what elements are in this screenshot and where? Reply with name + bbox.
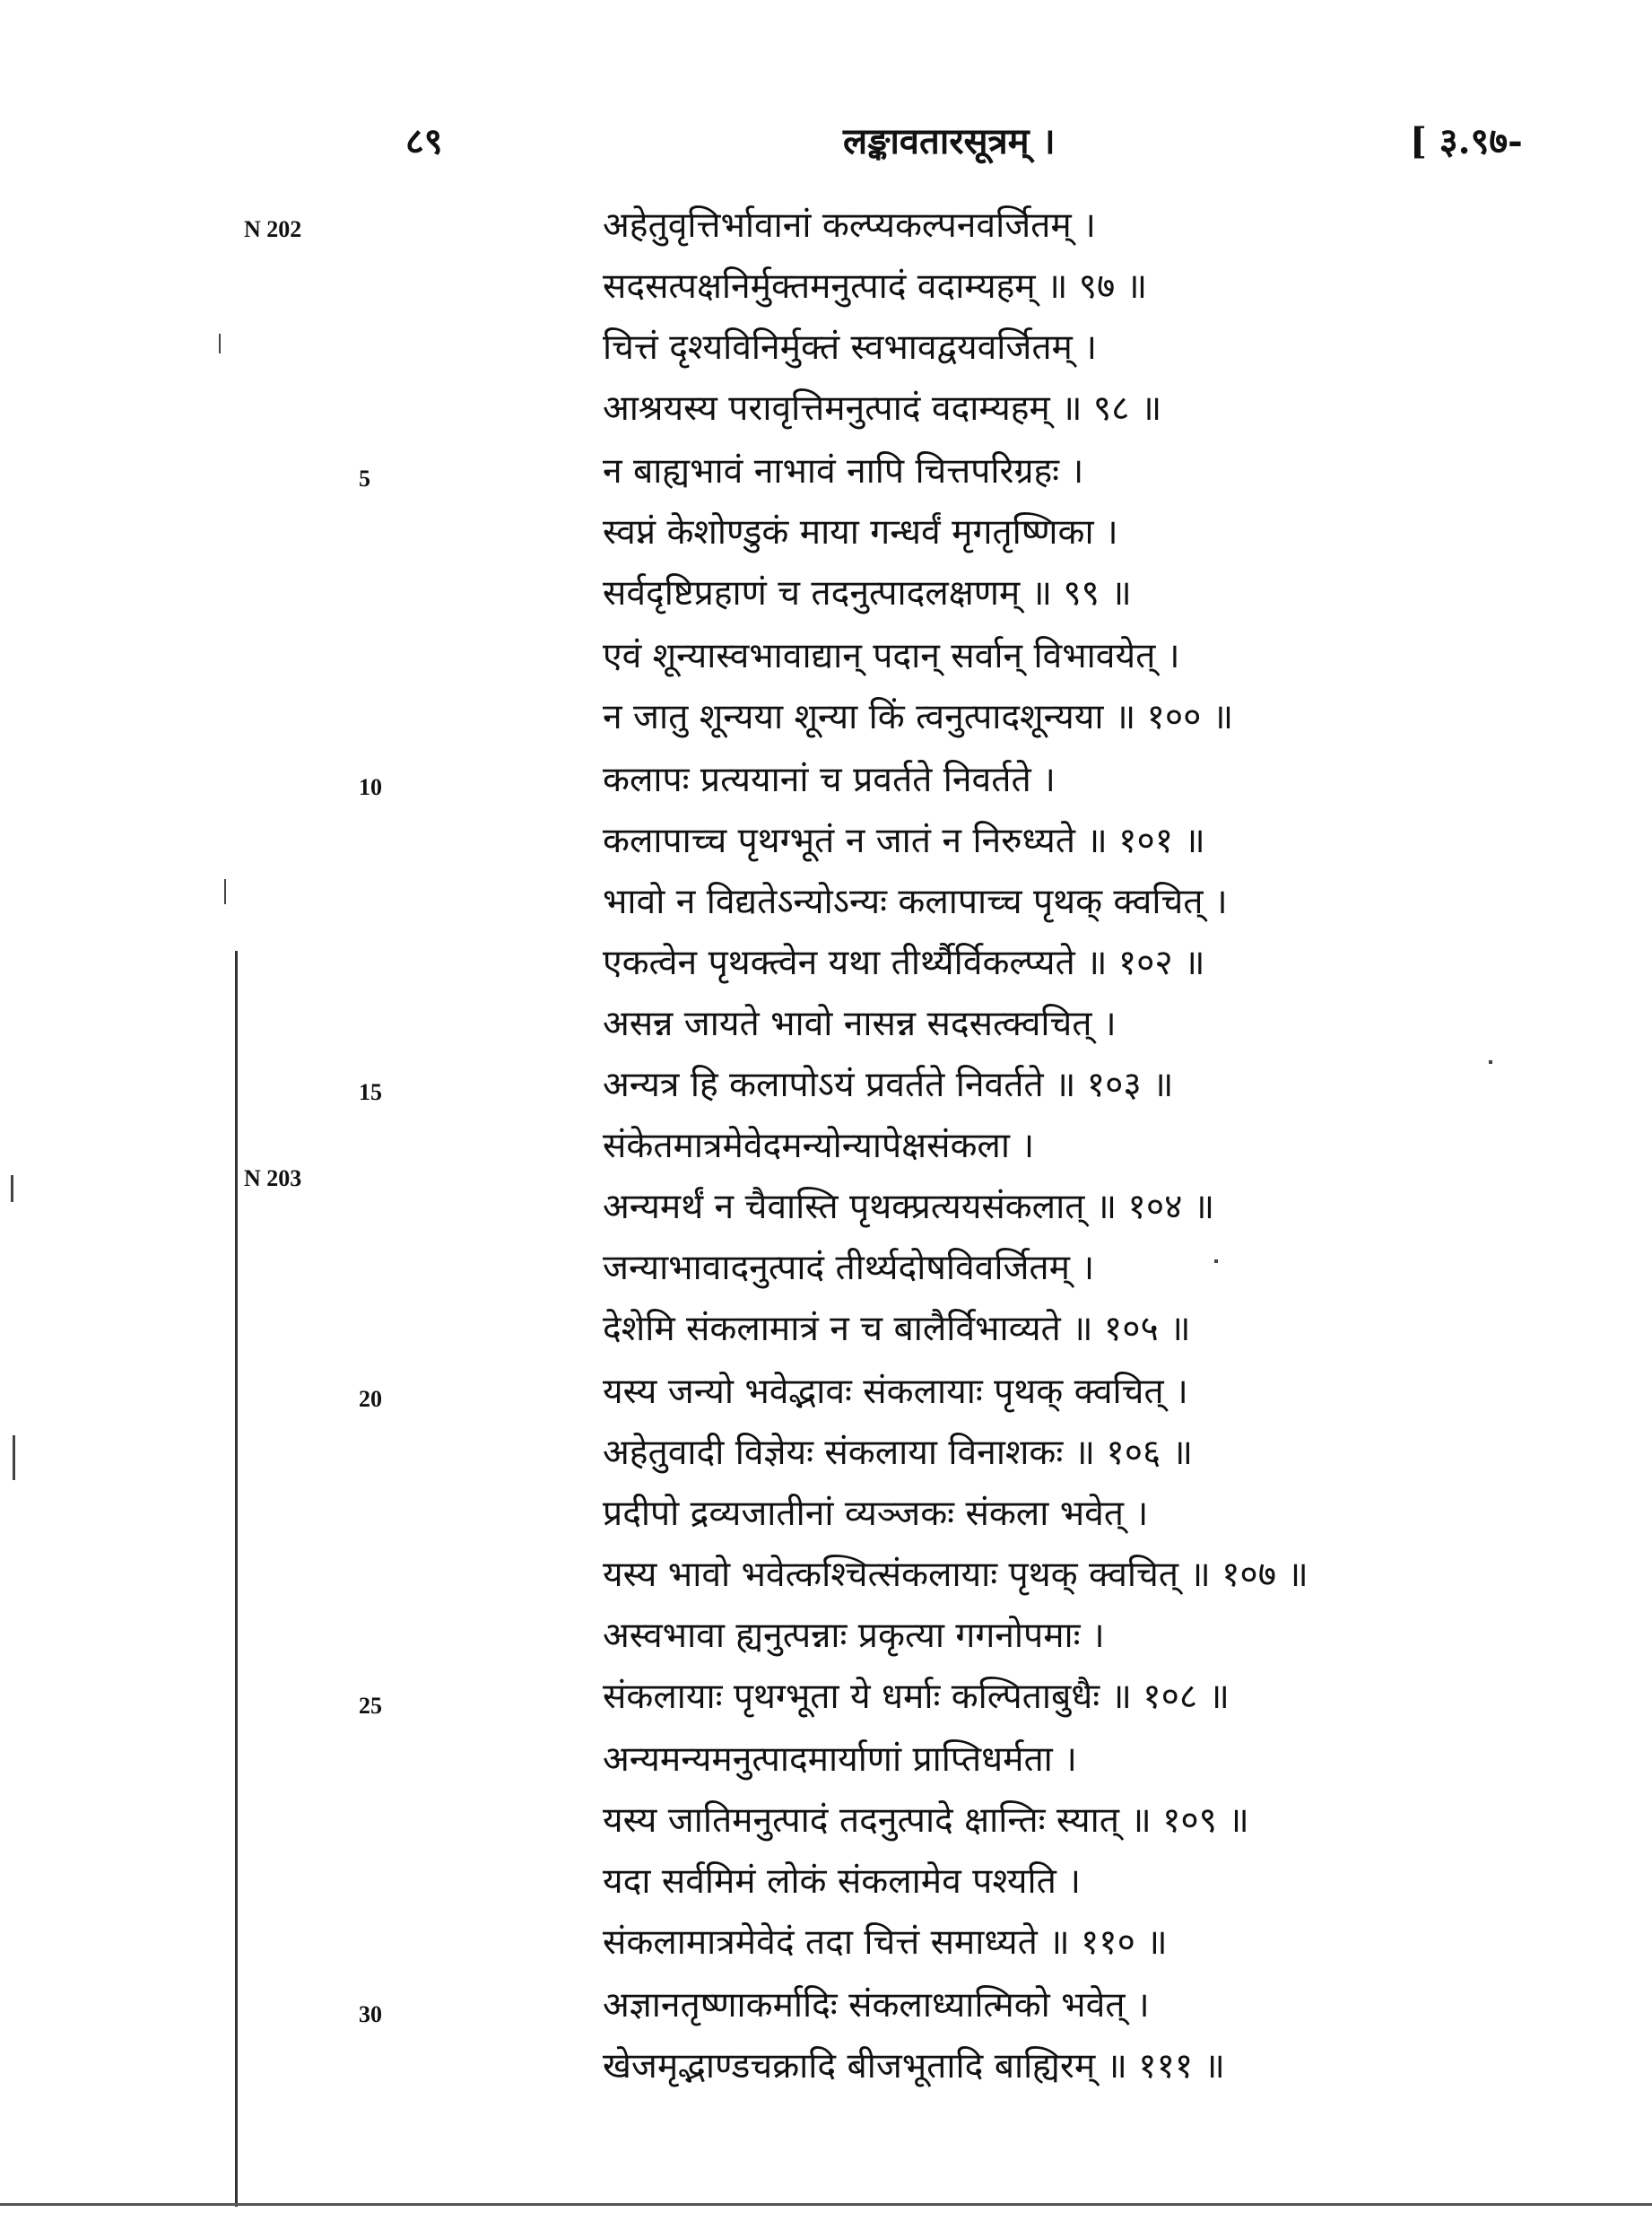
scan-bottom-edge [0,2203,1652,2206]
verse-line: अन्यमर्थं न चैवास्ति पृथक्प्रत्ययसंकलात् ॥ १०४ ॥ [603,1187,1215,1227]
line-number: 20 [359,1386,382,1412]
verse-line: अस्वभावा ह्यनुत्पन्नाः प्रकृत्या गगनोपमाः । [603,1616,1105,1656]
verse-line: प्रदीपो द्रव्यजातीनां व्यञ्जकः संकला भवेत् । [603,1494,1149,1534]
verse-line: यस्य जातिमनुत्पादं तदनुत्पादे क्षान्तिः स्यात् ॥ १०९ ॥ [603,1800,1249,1841]
verse-line: एकत्वेन पृथक्त्वेन यथा तीर्थ्यैर्विकल्प्यते ॥ १०२ ॥ [603,943,1205,983]
line-number: 30 [359,2001,382,2027]
margin-note: N 203 [244,1165,302,1191]
verse-line: देशेमि संकलामात्रं न च बालैर्विभाव्यते ॥ १०५ ॥ [603,1309,1191,1349]
verse-line: आश्रयस्य परावृत्तिमनुत्पादं वदाम्यहम् ॥ ९८ ॥ [603,388,1162,429]
line-number: 5 [359,466,370,492]
section-reference: [ ३.९७- [1410,120,1523,162]
verse-line: अज्ञानतृष्णाकर्मादिः संकलाध्यात्मिको भवेत् । [603,1985,1150,2026]
verse-line: न जातु शून्यया शून्या किं त्वनुत्पादशून्यया ॥ १०० ॥ [603,697,1234,737]
verse-line: असन्न जायते भावो नासन्न सदसत्क्वचित् । [603,1004,1117,1044]
line-number: 10 [359,774,382,800]
running-title: लङ्कावतारसूत्रम् । [843,120,1056,162]
line-number: 25 [359,1693,382,1719]
scan-speck [11,1175,13,1202]
scan-speck [1214,1259,1218,1263]
verse-line: जन्याभावादनुत्पादं तीर्थ्यदोषविवर्जितम् । [603,1248,1095,1288]
verse-line: सदसत्पक्षनिर्मुक्तमनुत्पादं वदाम्यहम् ॥ ९७ ॥ [603,266,1148,307]
verse-line: यदा सर्वमिमं लोकं संकलामेव पश्यति । [603,1861,1082,1902]
verse-line: अहेतुवृत्तिर्भावानां कल्प्यकल्पनवर्जितम् । [603,205,1096,246]
verse-line: एवं शून्यास्वभावाद्यान् पदान् सर्वान् विभावयेत् । [603,636,1180,676]
verse-line: स्वप्नं केशोण्डुकं माया गन्धर्वं मृगतृष्णिका । [603,512,1118,553]
verse-line: संकलायाः पृथग्भूता ये धर्माः कल्पिताबुधैः ॥ १०८ ॥ [603,1677,1230,1717]
scan-speck [219,334,221,353]
verse-line: अहेतुवादी विज्ञेयः संकलाया विनाशकः ॥ १०६ ॥ [603,1433,1194,1473]
verse-line: कलापः प्रत्ययानां च प्रवर्तते निवर्तते । [603,760,1056,800]
margin-note: N 202 [244,216,302,242]
verse-line: चित्तं दृश्यविनिर्मुक्तं स्वभावद्वयवर्जितम् । [603,327,1098,368]
verse-line: न बाह्यभावं नाभावं नापि चित्तपरिग्रहः । [603,451,1084,492]
binding-edge-line [235,951,238,2207]
scan-speck [1489,1060,1492,1064]
verse-line: यस्य जन्यो भवेद्भावः संकलायाः पृथक् क्वचित् । [603,1372,1188,1412]
verse-line: कलापाच्च पृथग्भूतं न जातं न निरुध्यते ॥ १०१ ॥ [603,821,1205,861]
verse-line: भावो न विद्यतेऽन्योऽन्यः कलापाच्च पृथक् क्वचित् । [603,882,1228,922]
scan-speck [224,879,226,904]
verse-line: यस्य भावो भवेत्कश्चित्संकलायाः पृथक् क्वचित् ॥ १०७ ॥ [603,1555,1309,1595]
verse-line: अन्यत्र हि कलापोऽयं प्रवर्तते निवर्तते ॥ १०३ ॥ [603,1065,1174,1105]
line-number: 15 [359,1079,382,1105]
verse-line: खेजमृद्भाण्डचक्रादि बीजभूतादि बाह्यिरम् ॥ १११ ॥ [603,2046,1225,2087]
page-number: ८९ [405,120,443,162]
verse-line: संकलामात्रमेवेदं तदा चित्तं समाध्यते ॥ ११० ॥ [603,1922,1168,1963]
verse-line: अन्यमन्यमनुत्पादमार्याणां प्राप्तिधर्मता । [603,1739,1077,1780]
verse-line: संकेतमात्रमेवेदमन्योन्यापेक्षसंकला । [603,1126,1035,1166]
verse-line: सर्वदृष्टिप्रहाणं च तदनुत्पादलक्षणम् ॥ ९९ ॥ [603,573,1132,614]
scan-speck [13,1435,15,1480]
